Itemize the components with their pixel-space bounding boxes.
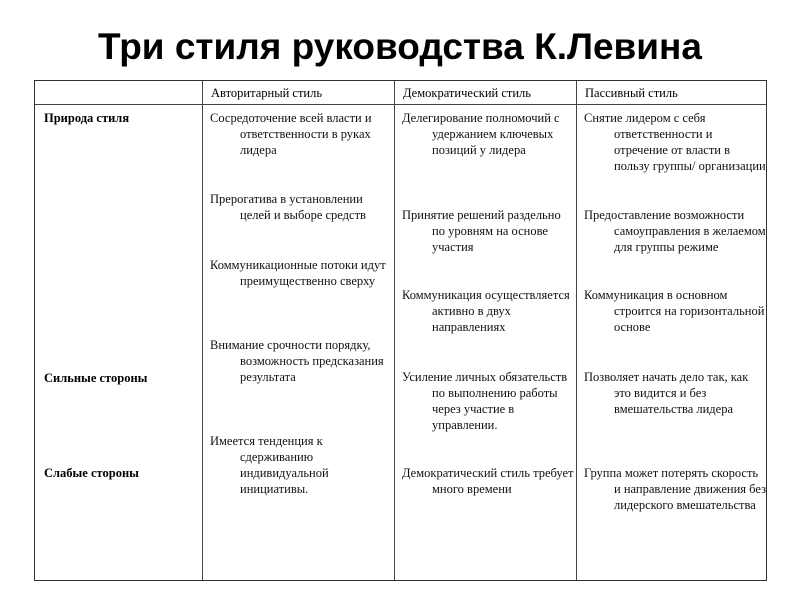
comparison-table	[34, 80, 767, 581]
authoritarian-strengths: Внимание срочности порядку, возможность предсказания результата	[210, 338, 384, 384]
column-divider	[202, 81, 203, 580]
row-label-weaknesses: Слабые стороны	[44, 466, 139, 480]
passive-strengths: Позволяет начать дело так, как это видится и без вмешательства лидера	[584, 370, 749, 416]
column-divider	[576, 81, 577, 580]
democratic-weaknesses: Демократический стиль требует много времени	[402, 466, 574, 496]
row-label-nature: Природа стиля	[44, 111, 130, 125]
democratic-strengths: Усиление личных обязательств по выполнению работы через участие в управлении.	[402, 370, 568, 432]
passive-nature-3: Коммуникация в основном строится на горизонтальной основе	[584, 288, 765, 334]
democratic-nature-2: Принятие решений раздельно по уровням на основе участия	[402, 208, 561, 254]
authoritarian-weaknesses: Имеется тенденция к сдерживанию индивидуальной инициативы.	[210, 434, 329, 496]
authoritarian-nature-2: Прерогатива в установлении целей и выборе средств	[210, 192, 366, 222]
header-authoritarian: Авторитарный стиль	[211, 86, 323, 100]
header-democratic: Демократический стиль	[403, 86, 531, 100]
passive-weaknesses: Группа может потерять скорость и направление движения без лидерского вмешательства	[584, 466, 767, 512]
header-passive: Пассивный стиль	[585, 86, 678, 100]
democratic-nature-1: Делегирование полномочий с удержанием ключевых позиций у лидера	[402, 111, 560, 157]
authoritarian-nature-3: Коммуникационные потоки идут преимущественно сверху	[210, 258, 386, 288]
authoritarian-nature-1: Сосредоточение всей власти и ответственности в руках лидера	[210, 111, 372, 157]
passive-nature-2: Предоставление возможности самоуправления в желаемом для группы режиме	[584, 208, 766, 254]
slide-title: Три стиля руководства К.Левина	[98, 26, 702, 67]
passive-nature-1: Снятие лидером с себя ответственности и отречение от власти в пользу группы/ организации	[584, 111, 766, 173]
row-label-strengths: Сильные стороны	[44, 371, 148, 385]
democratic-nature-3: Коммуникация осуществляется активно в двух направлениях	[402, 288, 570, 334]
header-divider	[35, 104, 766, 105]
